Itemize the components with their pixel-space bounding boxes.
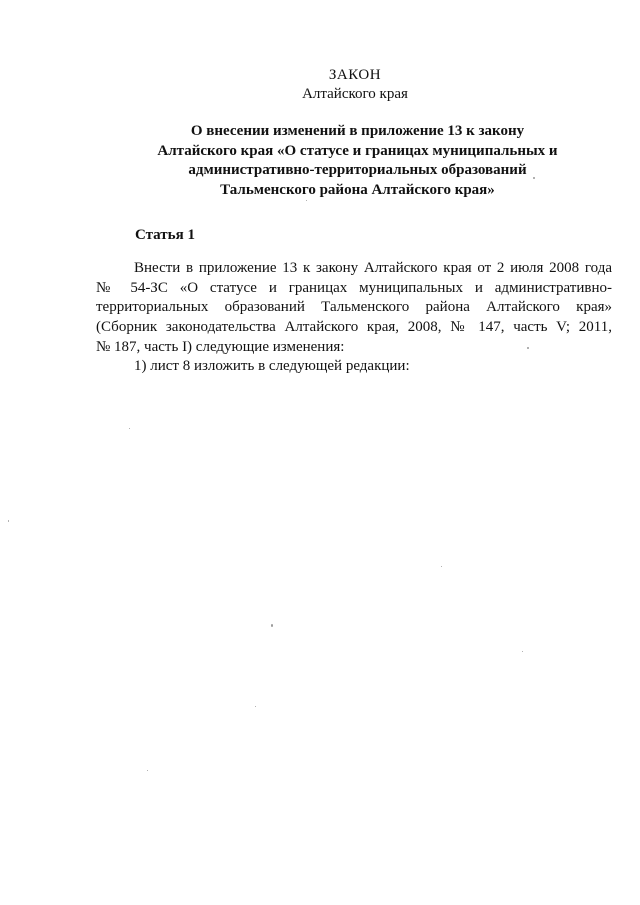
scan-speck: [306, 200, 307, 201]
title-line: Тальменского района Алтайского края»: [220, 181, 495, 198]
document-type: ЗАКОН: [328, 67, 382, 83]
paragraph-line: территориальных образований Тальменского района Алтайского края»: [96, 299, 612, 316]
scan-speck: [533, 177, 535, 179]
paragraph-line: № 54-ЗС «О статусе и границах муниципальных и административно-: [96, 279, 612, 296]
scan-speck: [129, 428, 130, 429]
scan-speck: [8, 520, 9, 522]
article-body: [96, 259, 612, 377]
scan-speck: [255, 706, 256, 707]
title-line: О внесении изменений в приложение 13 к закону: [190, 123, 525, 139]
scan-speck: [271, 624, 273, 627]
scan-speck: [441, 566, 442, 567]
title-line: административно-территориальных образований: [188, 162, 527, 178]
document-title: [150, 122, 565, 200]
document-region: Алтайского края: [302, 86, 408, 102]
paragraph-line: № 187, часть I) следующие изменения:: [96, 338, 345, 355]
scan-speck: [522, 651, 523, 652]
scan-speck: [147, 770, 148, 771]
article-heading: Статья 1: [135, 227, 195, 243]
title-line: Алтайского края «О статусе и границах муниципальных и: [157, 142, 558, 159]
list-item: 1) лист 8 изложить в следующей редакции:: [134, 358, 410, 375]
scan-speck: [527, 347, 529, 349]
paragraph-line: Внести в приложение 13 к закону Алтайского края от 2 июля 2008 года: [134, 260, 612, 276]
paragraph-line: (Сборник законодательства Алтайского края, 2008, № 147, часть V; 2011,: [96, 319, 612, 336]
